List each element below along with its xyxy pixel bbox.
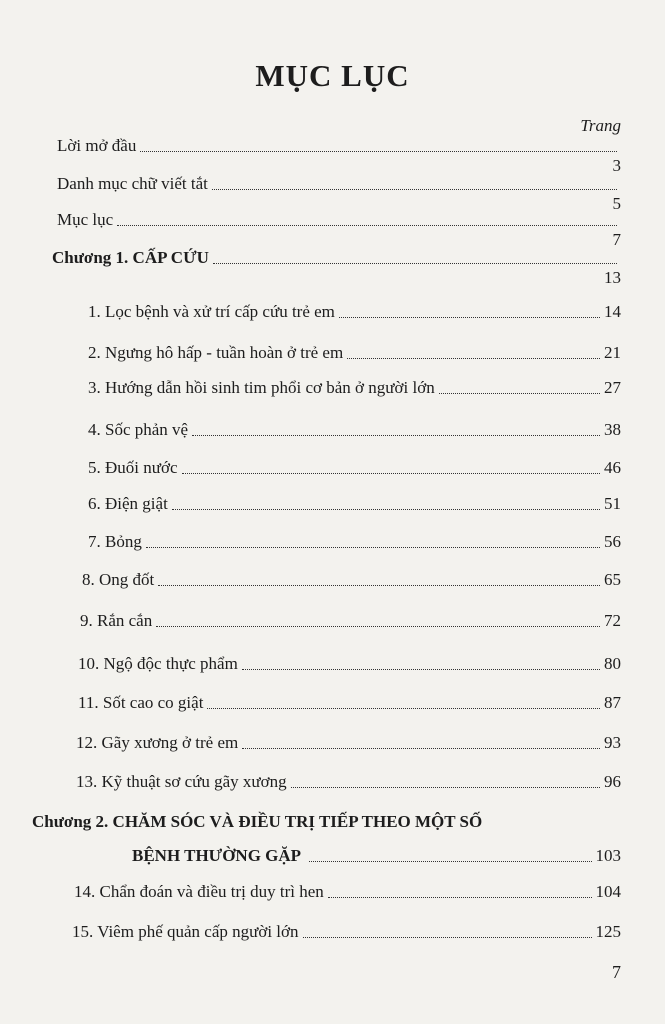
dot-leader (303, 937, 592, 938)
toc-entry (76, 733, 621, 753)
dot-leader (117, 225, 617, 226)
chapter-label-line2: BỆNH THƯỜNG GẶP (132, 846, 302, 865)
chapter-label-row (32, 846, 621, 866)
dot-leader (146, 547, 600, 548)
entry-label: 13. Kỹ thuật sơ cứu gãy xương (76, 772, 287, 791)
page-column-label: Trang (580, 116, 621, 135)
dot-leader (291, 787, 600, 788)
dot-leader (140, 151, 617, 152)
dot-leader (242, 748, 600, 749)
entry-page: 5 (612, 194, 621, 213)
entry-page: 125 (595, 922, 621, 941)
entry-label: 1. Lọc bệnh và xử trí cấp cứu trẻ em (88, 302, 335, 321)
dot-leader (328, 897, 592, 898)
entry-label: Danh mục chữ viết tắt (57, 174, 208, 193)
entry-page: 80 (604, 654, 621, 673)
entry-label: Mục lục (57, 210, 114, 229)
page-title: MỤC LỤC (255, 58, 410, 93)
toc-entry (74, 882, 621, 902)
entry-label: 2. Ngưng hô hấp - tuần hoàn ở trẻ em (88, 343, 344, 362)
chapter-heading (52, 248, 621, 268)
toc-entry (78, 654, 621, 674)
entry-label: 4. Sốc phản vệ (88, 420, 189, 439)
entry-page: 87 (604, 693, 621, 712)
dot-leader (207, 708, 600, 709)
dot-leader (242, 669, 600, 670)
entry-page: 93 (604, 733, 621, 752)
entry-label: Lời mở đầu (57, 136, 137, 155)
entry-page: 7 (612, 230, 621, 249)
entry-page: 104 (595, 882, 621, 901)
entry-page: 14 (604, 302, 621, 321)
entry-label: 10. Ngộ độc thực phẩm (78, 654, 238, 673)
toc-entry (57, 136, 621, 156)
entry-page: 72 (604, 611, 621, 630)
chapter-page: 103 (595, 846, 621, 865)
toc-entry (80, 611, 621, 631)
dot-leader (158, 585, 600, 586)
dot-leader (439, 393, 600, 394)
toc-entry (88, 343, 621, 363)
entry-label: 14. Chẩn đoán và điều trị duy trì hen (74, 882, 324, 901)
entry-page: 38 (604, 420, 621, 439)
toc-entry (57, 210, 621, 230)
entry-label: 15. Viêm phế quản cấp người lớn (72, 922, 299, 941)
toc-entry (82, 570, 621, 590)
toc-entry (88, 532, 621, 552)
toc-entry (88, 378, 621, 398)
entry-label: 8. Ong đốt (82, 570, 155, 589)
toc-entry-page-row (57, 156, 621, 176)
chapter-page-row (52, 268, 621, 288)
entry-page: 51 (604, 494, 621, 513)
entry-label: 9. Rắn cắn (80, 611, 153, 630)
dot-leader (192, 435, 600, 436)
dot-leader (339, 317, 600, 318)
toc-entry (78, 693, 621, 713)
dot-leader (156, 626, 600, 627)
page-number: 7 (612, 962, 621, 982)
toc-entry (88, 494, 621, 514)
entry-label: 6. Điện giật (88, 494, 168, 513)
dot-leader (212, 189, 617, 190)
dot-leader (213, 263, 617, 264)
toc-entry (72, 922, 621, 942)
entry-page: 21 (604, 343, 621, 362)
chapter-label-line1: Chương 2. CHĂM SÓC VÀ ĐIỀU TRỊ TIẾP THEO MỘT SỐ (32, 812, 483, 831)
toc-entry (57, 174, 621, 194)
chapter-heading (32, 812, 621, 866)
toc-entry (88, 302, 621, 322)
entry-label: 7. Bỏng (88, 532, 142, 551)
chapter-page: 13 (604, 268, 621, 287)
dot-leader (182, 473, 601, 474)
dot-leader (309, 861, 591, 862)
dot-leader (347, 358, 600, 359)
entry-page: 65 (604, 570, 621, 589)
entry-label: 12. Gãy xương ở trẻ em (76, 733, 239, 752)
entry-page: 56 (604, 532, 621, 551)
entry-label: 5. Đuối nước (88, 458, 178, 477)
chapter-label: Chương 1. CẤP CỨU (52, 248, 209, 267)
toc-entry (88, 420, 621, 440)
toc-entry-page-row (57, 230, 621, 250)
entry-label: 11. Sốt cao co giật (78, 693, 204, 712)
dot-leader (172, 509, 600, 510)
toc-entry (76, 772, 621, 792)
entry-page: 27 (604, 378, 621, 397)
entry-page: 46 (604, 458, 621, 477)
entry-page: 3 (612, 156, 621, 175)
toc-entry (88, 458, 621, 478)
entry-page: 96 (604, 772, 621, 791)
entry-label: 3. Hướng dẫn hồi sinh tim phổi cơ bản ở người lớn (88, 378, 435, 397)
